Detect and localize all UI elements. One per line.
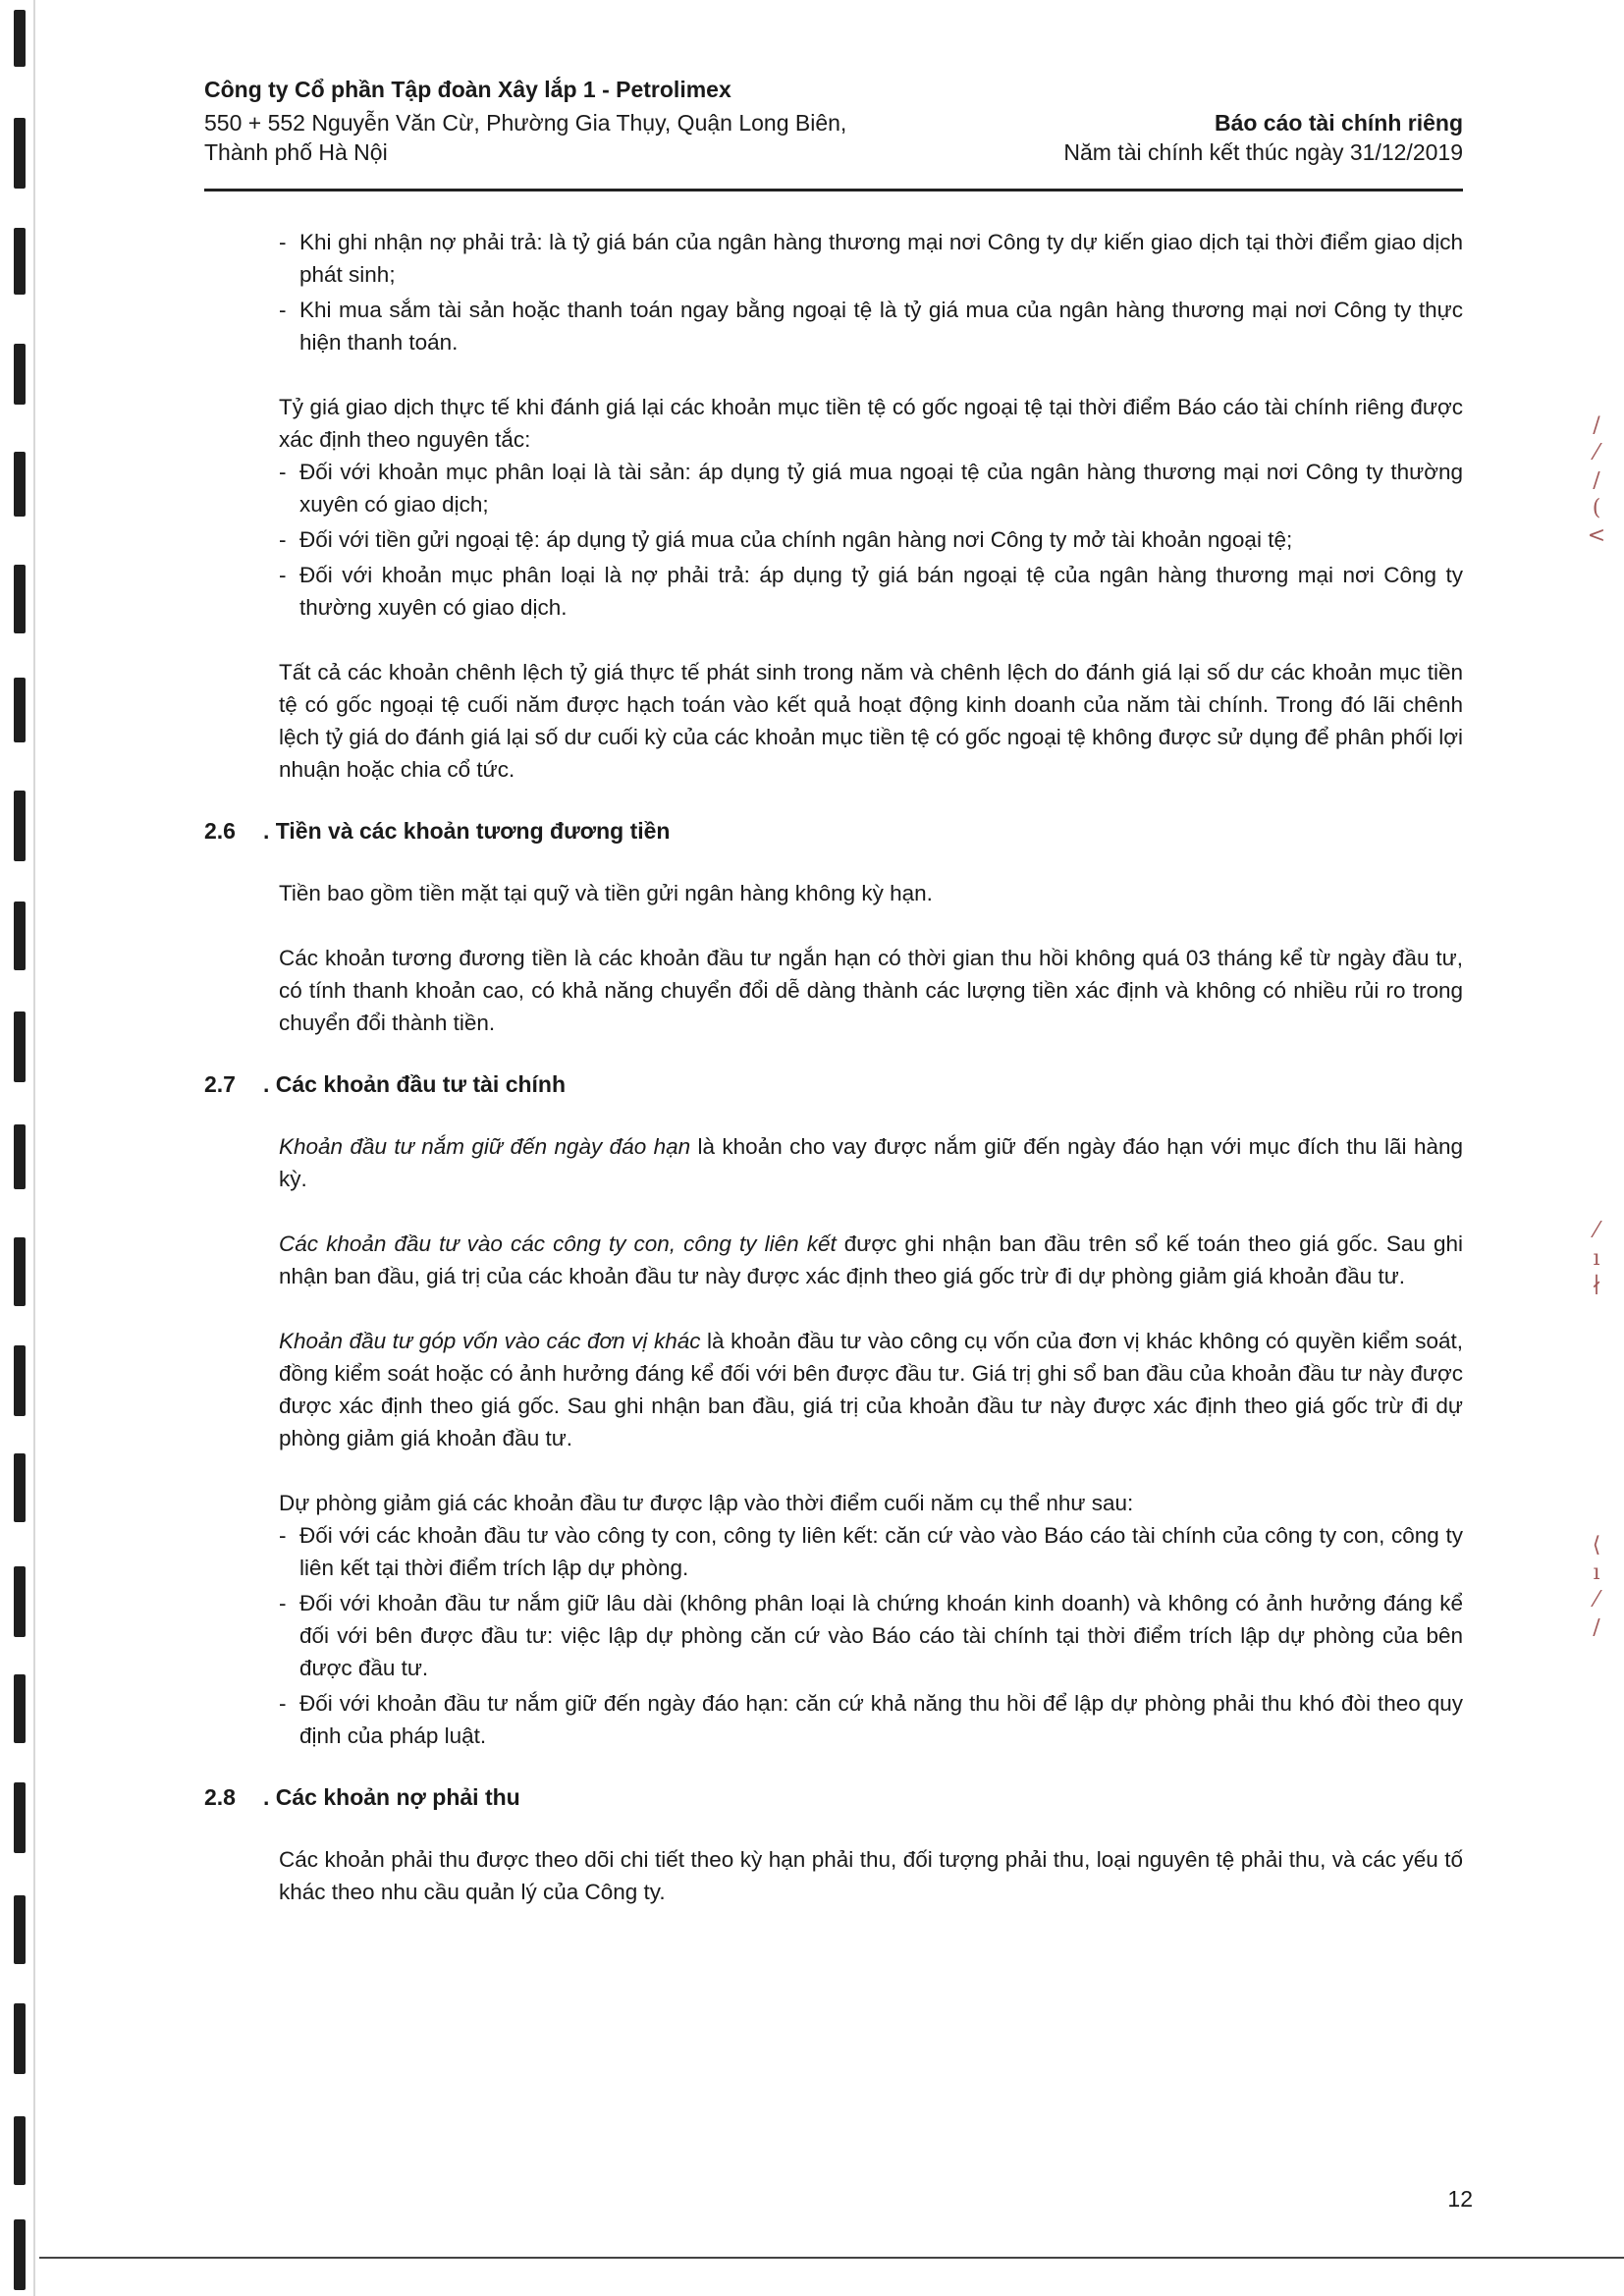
spine-line (33, 0, 35, 2296)
list-item: - Đối với khoản đầu tư nắm giữ đến ngày đáo hạn: căn cứ khả năng thu hồi để lập dự phòng phải thu khó đòi theo quy định của pháp luật. (279, 1687, 1463, 1752)
binding-hole (14, 565, 26, 633)
rate-intro-paragraph: Tỷ giá giao dịch thực tế khi đánh giá lại các khoản mục tiền tệ có gốc ngoại tệ tại thời điểm Báo cáo tài chính riêng được xác định theo nguyên tắc: (279, 395, 1463, 452)
section-heading-2-7 (204, 1071, 1463, 1105)
paragraph: Các khoản phải thu được theo dõi chi tiết theo kỳ hạn phải thu, đối tượng phải thu, loại nguyên tệ phải thu, và các yếu tố khác theo nhu cầu quản lý của Công ty. (279, 1847, 1463, 1904)
report-title: Báo cáo tài chính riêng (1214, 110, 1463, 136)
binding-hole (14, 678, 26, 742)
binding-hole (14, 2116, 26, 2185)
stamp-mark: / ⁄ ∕ ( < (1587, 413, 1606, 548)
paragraph-text: là khoản đầu tư vào công cụ vốn của đơn vị khác không có quyền kiểm soát, đồng kiểm soát hoặc có ảnh hưởng đáng kể đối với bên được đầu tư. Giá trị ghi sổ ban đầu của khoản đầu tư này được được xác định theo giá gốc. Sau ghi nhận ban đầu, giá trị của khoản đầu tư này được xác định theo giá gốc trừ đi dự phòng giảm giá khoản đầu tư. (279, 1329, 1463, 1450)
list-item: - Đối với khoản mục phân loại là tài sản: áp dụng tỷ giá mua ngoại tệ của ngân hàng thương mại nơi Công ty thường xuyên có giao dịch; (279, 456, 1463, 520)
italic-term: Khoản đầu tư góp vốn vào các đơn vị khác (279, 1329, 701, 1353)
binding-hole (14, 118, 26, 189)
paragraph-text: được ghi nhận ban đầu trên sổ kế toán theo giá gốc. Sau ghi nhận ban đầu, giá trị của các khoản đầu tư này được xác định theo giá gốc trừ đi dự phòng giảm giá khoản đầu tư. (279, 1231, 1463, 1288)
fiscal-year: Năm tài chính kết thúc ngày 31/12/2019 (1063, 139, 1463, 165)
intro-bullet-list (279, 226, 1463, 358)
company-name: Công ty Cổ phần Tập đoàn Xây lắp 1 - Petrolimex (204, 77, 731, 102)
binding-hole (14, 228, 26, 295)
section-title: . Các khoản nợ phải thu (263, 1784, 520, 1810)
italic-term: Các khoản đầu tư vào các công ty con, công ty liên kết (279, 1231, 837, 1256)
page-header (204, 77, 1463, 187)
binding-hole (14, 1566, 26, 1637)
italic-term: Khoản đầu tư nắm giữ đến ngày đáo hạn (279, 1134, 691, 1159)
binding-hole (14, 1345, 26, 1416)
list-item: - Đối với tiền gửi ngoại tệ: áp dụng tỷ giá mua của chính ngân hàng nơi Công ty mở tài khoản ngoại tệ; (279, 523, 1463, 556)
paragraph: Tiền bao gồm tiền mặt tại quỹ và tiền gửi ngân hàng không kỳ hạn. (279, 881, 933, 905)
binding-hole (14, 1011, 26, 1082)
company-address-line1: 550 + 552 Nguyễn Văn Cừ, Phường Gia Thụy, Quận Long Biên, (204, 110, 847, 136)
paragraph (279, 1130, 1463, 1195)
section-heading-2-6 (204, 818, 1463, 851)
stamp-mark: ⁄ ı ∤ (1591, 1219, 1602, 1298)
binding-hole (14, 1895, 26, 1964)
binding-hole (14, 344, 26, 405)
paragraph: Các khoản tương đương tiền là các khoản đầu tư ngắn hạn có thời gian thu hồi không quá 03 tháng kể từ ngày đầu tư, có tính thanh khoản cao, có khả năng chuyển đổi dễ dàng thành các lượng tiền xác định và không có nhiều rủi ro trong chuyển đổi thành tiền. (279, 946, 1463, 1035)
page-number: 12 (1447, 2186, 1473, 2212)
binding-hole (14, 2219, 26, 2290)
binding-hole (14, 902, 26, 970)
binding-hole (14, 1674, 26, 1743)
section-heading-2-8 (204, 1784, 1463, 1818)
list-item: - Đối với khoản đầu tư nắm giữ lâu dài (không phân loại là chứng khoán kinh doanh) và không có ảnh hưởng đáng kể đối với bên được đầu tư: việc lập dự phòng căn cứ vào Báo cáo tài chính tại thời điểm trích lập dự phòng của bên được đầu tư. (279, 1587, 1463, 1684)
list-item: - Đối với khoản mục phân loại là nợ phải trả: áp dụng tỷ giá bán ngoại tệ của ngân hàng thương mại nơi Công ty thường xuyên có giao dịch. (279, 559, 1463, 624)
binding-holes (0, 0, 39, 2296)
document-body (204, 226, 1463, 1941)
binding-hole (14, 1237, 26, 1306)
list-item: - Đối với các khoản đầu tư vào công ty con, công ty liên kết: căn cứ vào vào Báo cáo tài chính của công ty con, công ty liên kết tại thời điểm trích lập dự phòng. (279, 1519, 1463, 1584)
bottom-rule (39, 2257, 1624, 2259)
header-rule (204, 189, 1463, 191)
binding-hole (14, 791, 26, 861)
section-number: 2.6 (204, 818, 236, 844)
stamp-mark: ⟨ ı ⁄ ∕ (1592, 1533, 1601, 1640)
paragraph (279, 1228, 1463, 1292)
binding-hole (14, 2003, 26, 2074)
section-number: 2.7 (204, 1071, 236, 1097)
list-item: - Khi mua sắm tài sản hoặc thanh toán ngay bằng ngoại tệ là tỷ giá mua của ngân hàng thương mại nơi Công ty thực hiện thanh toán. (279, 294, 1463, 358)
section-number: 2.8 (204, 1784, 236, 1810)
binding-hole (14, 1453, 26, 1522)
section-title: . Các khoản đầu tư tài chính (263, 1071, 567, 1097)
rate-bullet-list (279, 456, 1463, 624)
paragraph (279, 1325, 1463, 1454)
section-title: . Tiền và các khoản tương đương tiền (263, 818, 671, 844)
binding-hole (14, 452, 26, 517)
company-address-line2: Thành phố Hà Nội (204, 139, 388, 165)
paragraph-text: là khoản cho vay được nắm giữ đến ngày đáo hạn với mục đích thu lãi hàng kỳ. (279, 1134, 1463, 1191)
provision-intro-paragraph: Dự phòng giảm giá các khoản đầu tư được lập vào thời điểm cuối năm cụ thể như sau: (279, 1491, 1134, 1515)
provision-bullet-list (279, 1519, 1463, 1752)
rate-conclusion-paragraph: Tất cả các khoản chênh lệch tỷ giá thực tế phát sinh trong năm và chênh lệch do đánh giá lại số dư các khoản mục tiền tệ có gốc ngoại tệ cuối năm được hạch toán vào kết quả hoạt động kinh doanh của năm tài chính. Trong đó lãi chênh lệch tỷ giá do đánh giá lại số dư cuối kỳ của các khoản mục tiền tệ có gốc ngoại tệ không được sử dụng để phân phối lợi nhuận hoặc chia cổ tức. (279, 660, 1463, 782)
binding-hole (14, 10, 26, 67)
binding-hole (14, 1124, 26, 1189)
binding-hole (14, 1782, 26, 1853)
list-item: - Khi ghi nhận nợ phải trả: là tỷ giá bán của ngân hàng thương mại nơi Công ty dự kiến giao dịch tại thời điểm giao dịch phát sinh; (279, 226, 1463, 291)
